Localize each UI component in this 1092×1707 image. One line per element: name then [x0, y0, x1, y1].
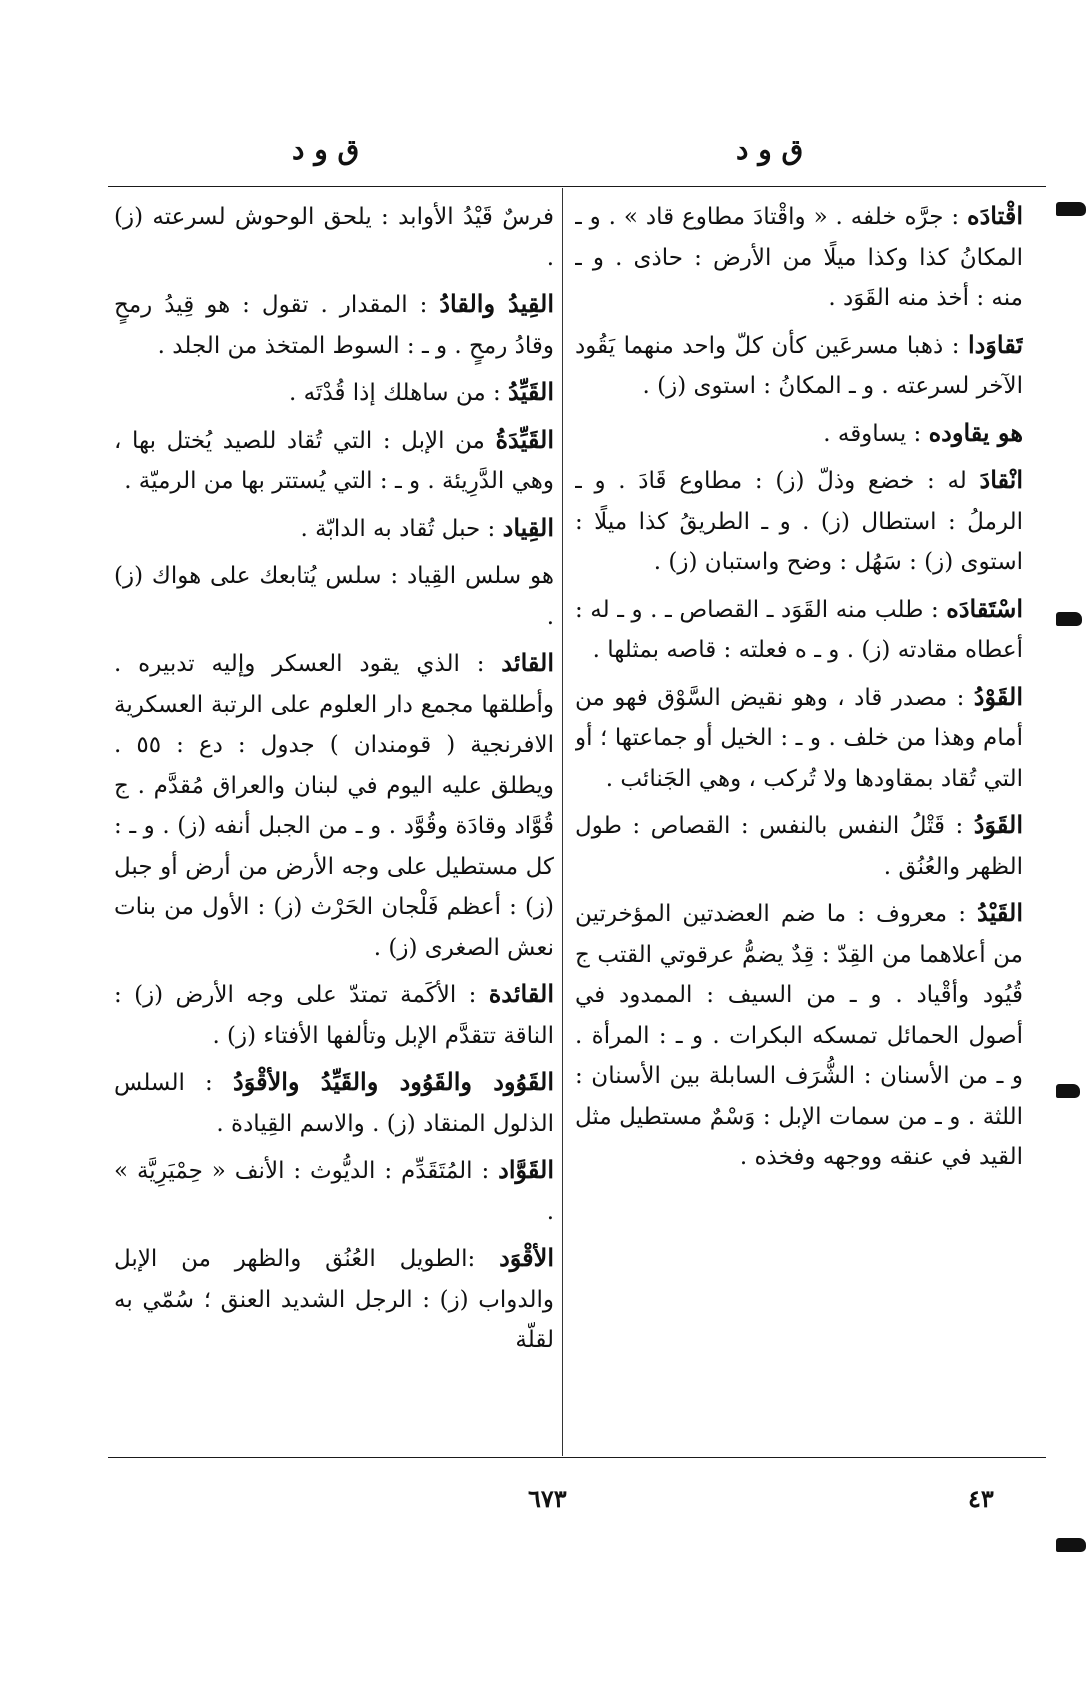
dictionary-entry: [575, 460, 1023, 583]
right-column: [575, 196, 1023, 1451]
dictionary-entry: [114, 974, 554, 1056]
dictionary-entry: [575, 196, 1023, 319]
dictionary-entry: [114, 1238, 554, 1361]
dictionary-entry: [575, 325, 1023, 407]
definition: : الأكَمة تمتدّ على وجه الأرض (ز) : الناقة تتقدَّم الإبل وتألفها الأفتاء (ز) .: [114, 982, 554, 1049]
dictionary-entry: [114, 1062, 554, 1144]
definition: : الذي يقود العسكر وإليه تدبيره . وأطلقها مجمع دار العلوم على الرتبة العسكرية الافرنجية ( قومندان ) جدول : دع : ٥٥ . ويطلق عليه اليوم في لبنان والعراق مُقدَّم . ج قُوَّاد وقادَة وقُوَّد . و ـ من الجبل أنفه (ز) . و ـ : كل مستطيل على وجه الأرض من أرض أو جبل (ز) : أعظم فَلْجان الحَرْث (ز) : الأول من بنات نعش الصغرى (ز) .: [114, 651, 554, 961]
dictionary-entry: [114, 284, 554, 366]
running-header-left: ق و د: [292, 133, 360, 166]
dictionary-entry: [114, 508, 554, 550]
definition: : يساوقه .: [823, 420, 922, 447]
header-rule: [108, 186, 1046, 187]
column-divider: [562, 188, 563, 1456]
definition: : طلب منه القَوَد ـ القصاص ـ . و ـ له : أعطاه مقادته (ز) . و ـ ه فعلته : قاصه بمثلها .: [575, 596, 1023, 663]
definition: فرسٌ قَيْدُ الأوابد : يلحق الوحوش لسرعته (ز) .: [114, 204, 554, 271]
headword: تَقاوَدا: [967, 329, 1023, 359]
page-number-right: ٤٣: [968, 1484, 994, 1513]
definition: : جرَّه خلفه . « واقْتادَ مطاوع قاد » . و ـ المكانُ كذا وكذا ميلًا من الأرض : حاذى . و ـ منه : أخذ منه القَوَد .: [575, 204, 1023, 311]
headword: القَيْدُ: [977, 898, 1023, 927]
definition: من الإبل : التي تُقاد للصيد يُختل بها ، وهي الدَّرِيئة . و ـ : التي يُستتر بها من الرميّة .: [114, 427, 554, 494]
headword: القائد: [501, 648, 554, 677]
definition: : مصدر قاد ، وهو نقيض السَّوْق فهو من أمام وهذا من خلف . و ـ : الخيل أو جماعتها ؛ أو التي تُقاد بمقاودها ولا تُركب ، وهي الجَنائب .: [575, 684, 1023, 792]
headword: القِياد: [502, 512, 554, 542]
thumb-index-mark: [1056, 1538, 1086, 1552]
definition: له : خضع وذلّ (ز) : مطاوع قَادَ . و ـ الرملُ : استطال (ز) . و ـ الطريقُ كذا ميلًا : استوى (ز) : سَهُل : وضح واستبان (ز) .: [575, 468, 1023, 575]
definition: : من ساهلك إذا قُدْتَه .: [289, 380, 501, 406]
dictionary-entry: [114, 372, 554, 414]
dictionary-entry: [575, 805, 1023, 887]
headword: القَيِّدَةُ: [495, 424, 554, 454]
definition: : المُتَقَدِّم : الديُّوث : الأنف « حِمْيَرِيَّة » .: [114, 1158, 554, 1225]
thumb-index-mark: [1056, 612, 1082, 626]
headword: القَوْدُ: [973, 681, 1023, 711]
thumb-index-mark: [1056, 202, 1086, 216]
headword: القَيِّدُ: [508, 377, 554, 406]
dictionary-entry: [114, 420, 554, 502]
headword: القَوُود والقَوُود والقَيِّدُ والأقْوَدُ: [233, 1067, 554, 1096]
thumb-index-mark: [1056, 1084, 1080, 1098]
definition: : المقدار . تقول : هو قِيدُ رمحٍ وقادُ رمحٍ . و ـ : السوط المتخذ من الجلد .: [114, 292, 554, 359]
dictionary-entry: [114, 555, 554, 637]
dictionary-entry: [575, 677, 1023, 800]
dictionary-entry: [114, 1150, 554, 1232]
footer-rule: [108, 1457, 1046, 1458]
definition: : حبل تُقاد به الدابّة .: [300, 515, 496, 542]
headword: هو يقاوده: [928, 417, 1023, 447]
headword: القَوَدُ: [973, 810, 1023, 839]
definition: : قَتْلُ النفس بالنفس : القصاص : طول الظهر والعُنُق .: [575, 813, 1023, 880]
headword: القائدة: [488, 979, 554, 1008]
page-number-left: ٦٧٣: [528, 1484, 567, 1513]
definition: : معروف : ما ضم العضدتين المؤخرتين من أعلاهما من القِدّ : قِدٌ يضمُّ عرقوتي القتب ج قُيُود وأقْياد . و ـ من السيف : الممدود في أصول الحمائل تمسكه البكرات . و ـ : المرأة . و ـ من الأسنان : الشُّرَف السابلة بين الأسنان : اللثة . و ـ من سمات الإبل : وَسْمٌ مستطيل مثل القيد في عنقه ووجهه وفخذه .: [575, 901, 1023, 1170]
definition: : السلس الذلول المنقاد (ز) . والاسم القِيادة .: [114, 1070, 554, 1137]
headword: القَوَّاد: [498, 1155, 554, 1184]
headword: اسْتَقادَه: [946, 593, 1023, 623]
running-header-right: ق و د: [736, 133, 804, 166]
dictionary-entry: [575, 589, 1023, 671]
headword: الأقْوَد: [499, 1243, 554, 1272]
dictionary-entry: [575, 893, 1023, 1178]
dictionary-entry: [114, 196, 554, 278]
headword: القِيدُ والقادُ: [439, 289, 554, 318]
dictionary-entry: [575, 413, 1023, 455]
headword: اقْتادَه: [967, 201, 1023, 230]
headword: انْقادَ: [979, 465, 1023, 494]
dictionary-entry: [114, 643, 554, 968]
definition: :الطويل العُنُق والظهر من الإبل والدواب (ز) : الرجل الشديد العنق ؛ سُمّي به لقلّة: [114, 1246, 554, 1353]
left-column: [114, 196, 554, 1451]
definition: : ذهبا مسرعَين كأن كلّ واحد منهما يَقُود الآخر لسرعته . و ـ المكانُ : استوى (ز) .: [575, 332, 1023, 399]
definition: هو سلس القِياد : سلس يُتابعك على هواك (ز) .: [114, 563, 554, 630]
